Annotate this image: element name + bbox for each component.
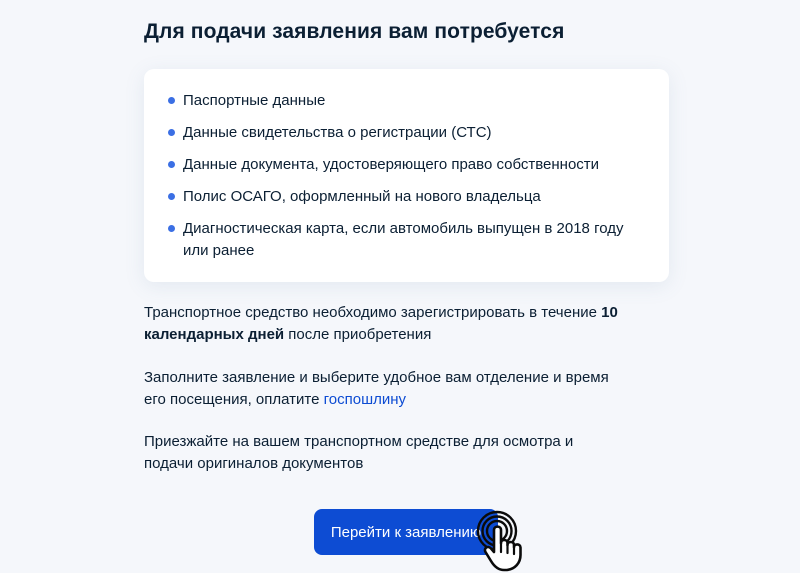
application-step-text bbox=[144, 367, 624, 411]
list-item bbox=[168, 186, 645, 208]
requirement-text: Паспортные данные bbox=[183, 92, 326, 109]
list-item bbox=[168, 122, 645, 144]
go-to-application-button[interactable]: Перейти к заявлению bbox=[314, 509, 498, 555]
requirement-text: Полис ОСАГО, оформленный на нового владельца bbox=[183, 188, 541, 205]
list-item bbox=[168, 90, 645, 112]
deadline-period: 10 календарных дней bbox=[144, 304, 618, 343]
list-item bbox=[168, 218, 645, 262]
page-title: Для подачи заявления вам потребуется bbox=[144, 20, 565, 43]
application-step-start: Заполните заявление и выберите удобное вам отделение и время его посещения, оплатите bbox=[144, 369, 609, 408]
inspection-step-text: Приезжайте на вашем транспортном средстве для осмотра и подачи оригиналов документов bbox=[144, 433, 574, 472]
requirements-list bbox=[168, 90, 645, 262]
requirements-card bbox=[144, 69, 669, 282]
deadline-text-start: Транспортное средство необходимо зарегистрировать в течение bbox=[144, 304, 602, 321]
bullet-dot-icon bbox=[168, 193, 175, 200]
list-item bbox=[168, 154, 645, 176]
bullet-dot-icon bbox=[168, 129, 175, 136]
deadline-text-end: после приобретения bbox=[284, 326, 432, 343]
registration-deadline-text bbox=[144, 302, 624, 346]
requirement-text: Данные документа, удостоверяющего право собственности bbox=[183, 156, 600, 173]
requirement-text: Данные свидетельства о регистрации (СТС) bbox=[183, 124, 492, 141]
bullet-dot-icon bbox=[168, 161, 175, 168]
state-fee-link[interactable]: госпошлину bbox=[323, 391, 407, 408]
bullet-dot-icon bbox=[168, 97, 175, 104]
bullet-dot-icon bbox=[168, 225, 175, 232]
hand-pointer-icon bbox=[476, 508, 544, 573]
requirement-text: Диагностическая карта, если автомобиль выпущен в 2018 году или ранее bbox=[183, 220, 624, 259]
